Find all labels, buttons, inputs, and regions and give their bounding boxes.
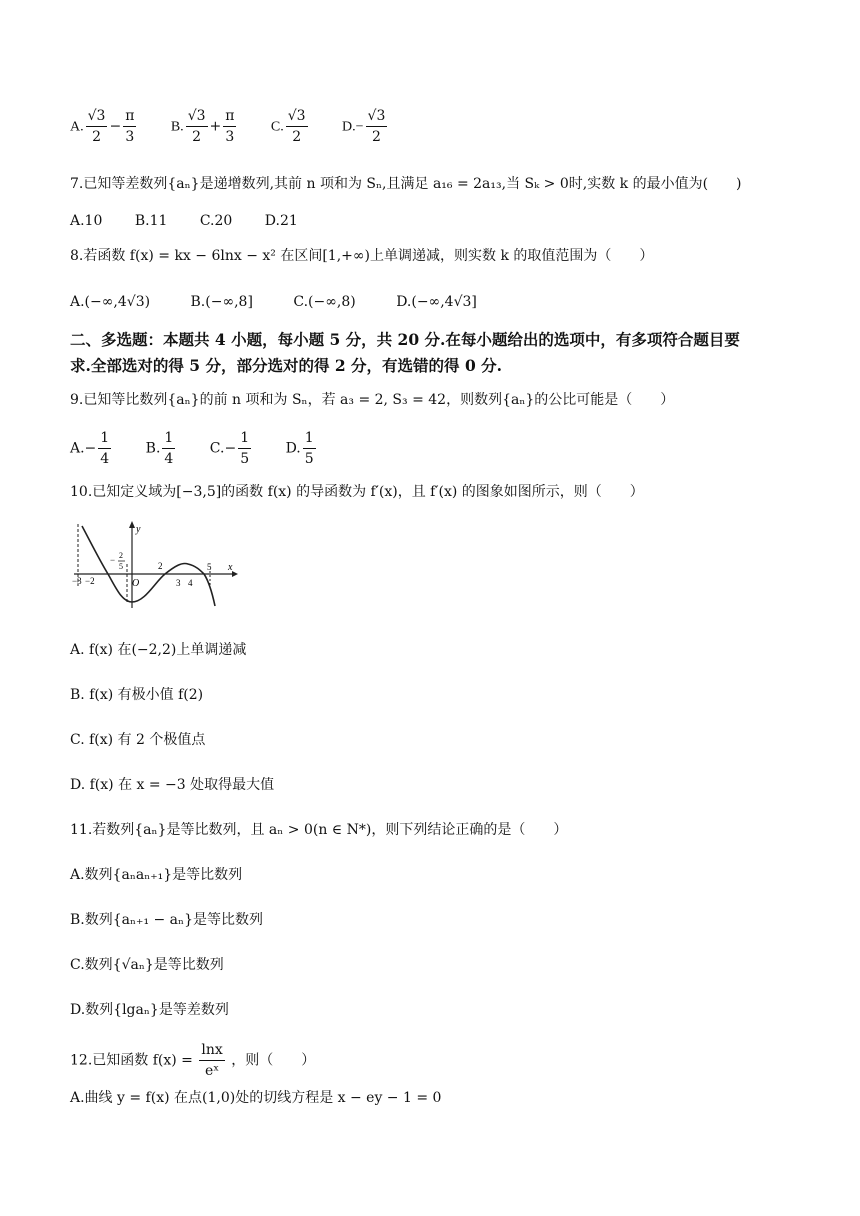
q6-option-b: B. $\frac{√3}{2}$ + $\frac{\pi}{3}$: [170, 108, 235, 145]
curve-fprime: [82, 526, 215, 606]
q9-stem: 9.已知等比数列{aₙ}的前 n 项和为 Sₙ，若 a₃ = 2, S₃ = 42，则数列{aₙ}的公比可能是（ ）: [70, 392, 675, 408]
y-axis-arrow: [129, 521, 135, 528]
q8-option-a: A.(−∞,4√3): [70, 294, 151, 310]
q11-option-d: D.数列{lgaₙ}是等差数列: [70, 1002, 229, 1018]
q11-option-a: A.数列{aₙaₙ₊₁}是等比数列: [70, 867, 243, 883]
q8-option-c: C.(−∞,8): [293, 294, 356, 310]
q12-stem: 12.已知函数 f(x) = $\frac{\ln x}{\text{eˣ}}$ ，则（ ）: [70, 1042, 316, 1079]
x-axis-arrow: [232, 571, 238, 577]
q10-option-a: A. f(x) 在(−2,2)上单调递减: [70, 642, 247, 658]
q8-stem: 8.若函数 f(x) = kx − 6lnx − x² 在区间[1,+∞)上单调递减，则实数 k 的取值范围为（ ）: [70, 248, 654, 264]
label-neg3: −3: [72, 576, 82, 586]
q6-options: [70, 106, 417, 147]
q9-option-a: A.− $\frac{1}{4}$: [70, 430, 110, 467]
q10-option-b: B. f(x) 有极小值 f(2): [70, 687, 204, 703]
q9-option-b: B. $\frac{1}{4}$: [145, 430, 174, 467]
label-4: 4: [188, 578, 193, 588]
y-label: y: [136, 524, 141, 535]
section2-heading-line1: 二、多选题：本题共 4 小题，每小题 5 分，共 20 分.在每小题给出的选项中，有多项符合题目要: [70, 330, 740, 349]
label-neg25-num: 2: [119, 551, 123, 560]
q9-option-d: D. $\frac{1}{5}$: [285, 430, 314, 467]
section2-heading-line2: 求.全部选对的得 5 分，部分选对的得 2 分，有选错的得 0 分.: [70, 356, 503, 375]
label-neg25-sign: −: [110, 555, 116, 565]
label-neg25-den: 5: [119, 562, 123, 571]
origin-label: O: [132, 578, 140, 589]
label-2: 2: [158, 561, 163, 571]
q12-fraction: $\frac{\ln x}{\text{eˣ}}$: [201, 1042, 223, 1079]
q11-option-b: B.数列{aₙ₊₁ − aₙ}是等比数列: [70, 912, 263, 928]
q10-option-c: C. f(x) 有 2 个极值点: [70, 732, 206, 748]
q9-option-c: C.− $\frac{1}{5}$: [209, 430, 250, 467]
q7-options: [70, 211, 326, 231]
q8-option-b: B.(−∞,8]: [190, 294, 253, 310]
q10-option-d: D. f(x) 在 x = −3 处取得最大值: [70, 777, 275, 793]
q7-option-b: B.11: [134, 213, 168, 229]
q10-stem: 10.已知定义域为[−3,5]的函数 f(x) 的导函数为 f′(x)，且 f′(x) 的图象如图所示，则（ ）: [70, 484, 644, 500]
q7-option-d: D.21: [264, 213, 298, 229]
label-3: 3: [176, 578, 181, 588]
q8-option-d: D.(−∞,4√3]: [396, 294, 477, 310]
x-label: x: [228, 562, 233, 573]
q7-option-a: A.10: [70, 213, 103, 229]
q12-option-a: A.曲线 y = f(x) 在点(1,0)处的切线方程是 x − ey − 1 = 0: [70, 1090, 442, 1106]
q6-option-c: C. $\frac{√3}{2}$: [270, 108, 306, 145]
q8-options: [70, 292, 505, 312]
q6-option-d: D.− $\frac{√3}{2}$: [342, 108, 386, 145]
q7-option-c: C.20: [199, 213, 233, 229]
q7-stem: 7.已知等差数列{aₙ}是递增数列,其前 n 项和为 Sₙ,且满足 a₁₆ = 2a₁₃,当 Sₖ > 0时,实数 k 的最小值为( ): [70, 176, 742, 192]
q11-stem: 11.若数列{aₙ}是等比数列，且 aₙ > 0(n ∈ N*)，则下列结论正确的是（ ）: [70, 822, 568, 838]
label-neg2: −2: [85, 576, 95, 586]
q6-option-a: A. $\frac{√3}{2}$ − $\frac{\pi}{3}$: [70, 108, 135, 145]
q11-option-c: C.数列{√aₙ}是等比数列: [70, 957, 224, 973]
label-5: 5: [207, 562, 212, 572]
derivative-graph: [70, 516, 245, 611]
q9-options: [70, 428, 346, 469]
